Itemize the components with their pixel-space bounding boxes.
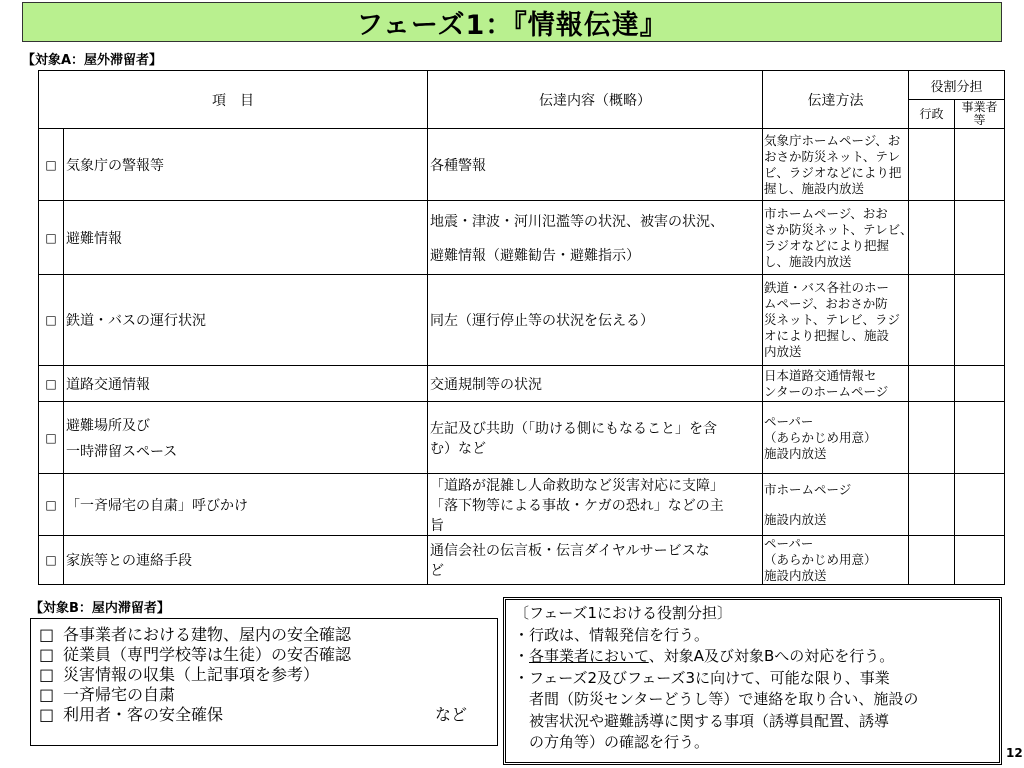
table-row [39,366,1005,402]
list-checkbox[interactable]: □ [39,685,55,704]
item-cell [64,536,428,585]
list-item [39,685,497,705]
role-line-5: 被害状況や避難誘導に関する事項（誘導員配置、誘導 [529,711,890,730]
table-row [39,402,1005,474]
header-biz-line2: 等 [973,113,986,127]
biz-cell [955,402,1005,474]
target-b-box [30,618,498,746]
method-cell-line: 市ホームページ [764,481,852,497]
item-cell-line: 気象庁の警報等 [66,157,164,174]
content-cell-line: 通信会社の伝言板・伝言ダイヤルサービスな [430,543,710,559]
header-biz-line1: 事業者 [961,100,998,114]
list-checkbox[interactable]: □ [39,625,55,644]
content-cell-line: 左記及び共助（「助ける側にもなること」を含 [430,420,717,437]
list-checkbox[interactable]: □ [39,705,55,724]
role-line-2-underlined: 各事業者において [529,647,649,665]
content-cell-line: 地震・津波・河川氾濫等の状況、被害の状況、 [430,213,724,230]
content-cell [428,201,763,275]
role-line-2: ・各事業者において、対象A及び対象Bへの対応を行う。 [514,647,895,665]
gov-cell [909,129,955,201]
content-cell-line: ど [430,563,444,579]
item-cell-line: 「一斉帰宅の自粛」呼びかけ [66,497,248,514]
row-checkbox[interactable]: □ [39,129,64,201]
method-cell-line: 内放送 [764,344,802,359]
method-cell-line: 握し、施設内放送 [764,180,865,196]
method-cell [763,275,909,366]
gov-cell [909,366,955,402]
item-cell-line: 鉄道・バスの運行状況 [66,313,206,329]
method-cell-line: ビ、ラジオなどにより把 [764,164,902,180]
table-row [39,129,1005,201]
method-cell-line: ンターのホームページ [764,383,889,399]
header-gov: 行政 [909,100,955,129]
method-cell-line: 施設内放送 [764,445,827,461]
role-line-3: ・フェーズ2及びフェーズ3に向けて、可能な限り、事業 [514,668,890,687]
page-title-text: フェーズ1：『情報伝達』 [356,9,668,41]
list-item-text: 一斉帰宅の自粛 [63,685,176,704]
item-cell [64,402,428,474]
header-content: 伝達内容（概略） [428,71,763,129]
content-cell-line: 各種警報 [430,157,486,174]
method-cell-line: 施設内放送 [764,511,827,527]
content-cell-line: 交通規制等の状況 [430,376,542,393]
method-cell-line: 災ネット、テレビ、ラジ [764,312,901,327]
gov-cell [909,536,955,585]
header-role: 役割分担 [909,71,1005,100]
content-cell-line: む）など [430,440,486,457]
method-cell [763,536,909,585]
method-cell [763,474,909,536]
method-cell-line: し、施設内放送 [764,253,852,269]
method-cell-line: （あらかじめ用意） [764,552,877,567]
row-checkbox[interactable]: □ [39,201,64,275]
biz-cell [955,366,1005,402]
content-cell [428,536,763,585]
header-method: 伝達方法 [763,71,909,129]
content-cell-line: 「落下物等による事故・ケガの恐れ」などの主 [430,497,724,514]
gov-cell [909,275,955,366]
content-cell [428,366,763,402]
row-checkbox[interactable]: □ [39,366,64,402]
method-cell [763,201,913,275]
list-item-text: 災害情報の収集（上記事項を参考） [63,665,320,684]
row-checkbox[interactable]: □ [39,474,64,536]
list-item-text: 利用者・客の安全確保 [63,705,224,724]
table-row [39,474,1005,536]
list-item-text: 従業員（専門学校等は生徒）の安否確認 [63,645,352,664]
list-item [39,705,497,725]
content-cell [428,402,763,474]
method-cell-line: （あらかじめ用意） [764,429,877,445]
gov-cell [909,402,955,474]
biz-cell [955,201,1005,275]
method-cell-line: おさか防災ネット、テレ [764,148,901,164]
header-biz [955,100,1005,129]
table-row [39,275,1005,366]
list-item [39,625,497,645]
table-row [39,201,1005,275]
biz-cell [955,474,1005,536]
item-cell [64,129,428,201]
list-checkbox[interactable]: □ [39,665,55,684]
row-checkbox[interactable]: □ [39,536,64,585]
method-cell-line: さか防災ネット、テレビ、 [764,221,913,237]
item-cell [64,275,428,366]
method-cell-line: オにより把握し、施設 [764,328,890,343]
list-item [39,645,497,665]
method-cell [763,402,909,474]
content-cell-line: 同左（運行停止等の状況を伝える） [430,313,654,329]
info-table [38,70,1005,585]
list-checkbox[interactable]: □ [39,645,55,664]
role-line-2-rest: 、対象A及び対象Bへの対応を行う。 [648,647,895,665]
table-body [39,129,1005,585]
method-cell-line: 施設内放送 [764,568,827,583]
item-cell-line: 避難場所及び [66,417,150,434]
method-cell-line: 気象庁ホームページ、お [764,132,901,148]
row-checkbox[interactable]: □ [39,402,64,474]
target-b-label: 【対象B：屋内滞留者】 [30,601,170,616]
page-title [22,2,1002,42]
item-cell-line: 避難情報 [66,230,122,247]
method-cell [763,129,909,201]
role-line-4: 者間（防災センターどうし等）で連絡を取り合い、施設の [529,690,919,708]
role-line-1: ・行政は、情報発信を行う。 [514,625,710,644]
content-cell-line: 旨 [430,517,444,534]
list-item [39,665,497,685]
method-cell-line: ペーパー [764,536,814,551]
gov-cell [909,474,955,536]
item-cell [64,474,428,536]
item-cell [64,201,428,275]
content-cell-line: 避難情報（避難勧告・避難指示） [430,247,640,264]
content-cell-line: 「道路が混雑し人命救助など災害対応に支障」 [430,477,724,494]
method-cell-line: 鉄道・バス各社のホー [764,280,890,295]
row-checkbox[interactable]: □ [39,275,64,366]
role-heading: 〔フェーズ1における役割分担〕 [514,604,733,622]
gov-cell [909,201,955,275]
item-cell [64,366,428,402]
item-cell-line: 一時滞留スペース [66,443,178,460]
content-cell [428,129,763,201]
method-cell-line: ムページ、おおさか防 [764,296,888,311]
role-line-6: の方角等）の確認を行う。 [529,733,710,751]
target-b-suffix: など [434,705,467,724]
role-sharing-box [503,597,1002,765]
biz-cell [955,536,1005,585]
target-a-label: 【対象A：屋外滞留者】 [22,53,163,68]
method-cell [763,366,909,402]
table-row [39,536,1005,585]
biz-cell [955,129,1005,201]
method-cell-line: ラジオなどにより把握 [764,237,890,253]
header-item: 項 目 [39,71,428,129]
method-cell-line: 日本道路交通情報セ [764,367,877,383]
content-cell [428,474,763,536]
list-item-text: 各事業者における建物、屋内の安全確認 [63,625,352,644]
biz-cell [955,275,1005,366]
item-cell-line: 家族等との連絡手段 [66,553,192,569]
item-cell-line: 道路交通情報 [66,376,150,393]
content-cell [428,275,763,366]
page-number: 12 [1006,746,1023,760]
method-cell-line: 市ホームページ、おお [764,205,888,221]
method-cell-line: ペーパー [764,413,814,429]
